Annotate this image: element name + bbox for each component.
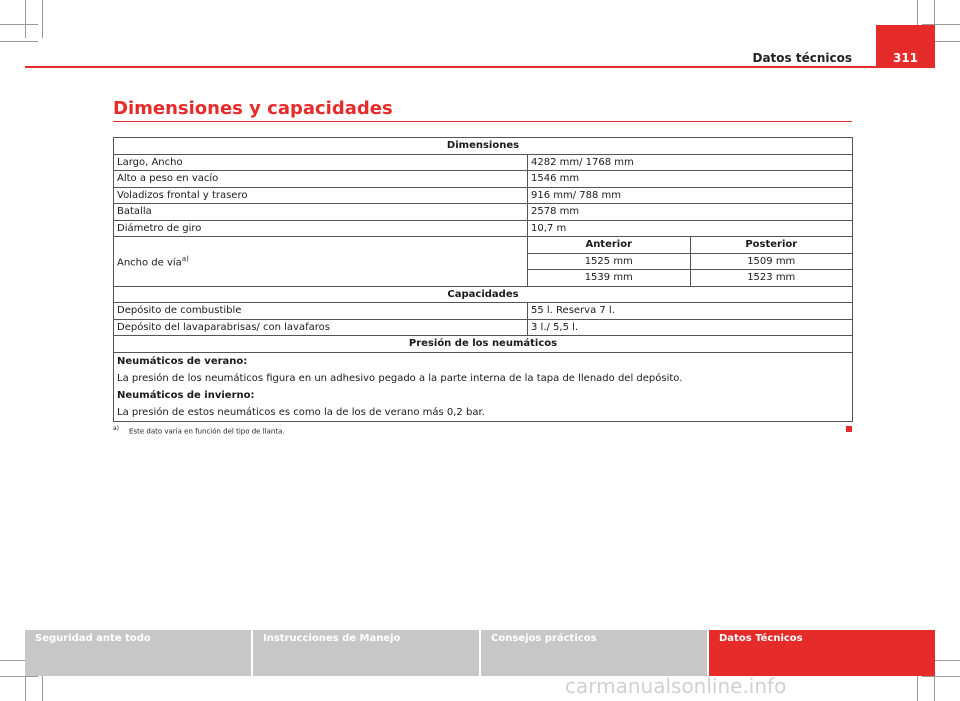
watermark: carmanualsonline.info	[565, 674, 787, 698]
row-label: Alto a peso en vacío	[114, 171, 528, 188]
summer-text: La presión de los neumáticos figura en un adhesivo pegado a la parte interna de la tapa de llenado del depósito.	[117, 372, 683, 384]
row-label: Depósito del lavaparabrisas/ con lavafaros	[114, 319, 528, 336]
nav-tab-instrucciones[interactable]: Instrucciones de Manejo	[253, 630, 479, 676]
table-row	[114, 319, 853, 336]
crop-mark	[0, 24, 38, 25]
page-title: Dimensiones y capacidades	[113, 98, 393, 119]
track-label: Ancho de vía	[117, 256, 182, 268]
track-rear-value: 1523 mm	[690, 270, 852, 286]
track-row	[114, 237, 853, 287]
end-of-section-mark	[846, 426, 852, 432]
nav-tab-consejos[interactable]: Consejos prácticos	[481, 630, 707, 676]
spec-table	[113, 137, 853, 422]
row-value: 1546 mm	[528, 171, 853, 188]
table-row	[114, 171, 853, 188]
col-rear-header: Posterior	[690, 237, 852, 253]
row-value: 916 mm/ 788 mm	[528, 187, 853, 204]
track-front-value: 1525 mm	[528, 253, 690, 270]
row-value: 55 l. Reserva 7 l.	[528, 303, 853, 320]
footnote-ref: a)	[181, 254, 189, 263]
row-label: Batalla	[114, 204, 528, 221]
row-value: 4282 mm/ 1768 mm	[528, 154, 853, 171]
footnote-text: Este dato varía en función del tipo de llanta.	[129, 427, 285, 436]
track-front-value: 1539 mm	[584, 272, 633, 284]
dimensions-heading: Dimensiones	[114, 138, 853, 155]
crop-mark	[42, 0, 43, 38]
footnote-marker: a)	[113, 425, 120, 432]
track-subtable-cell	[528, 237, 853, 287]
page-number: 311	[876, 25, 935, 68]
pressure-heading: Presión de los neumáticos	[114, 336, 853, 353]
crop-mark	[0, 676, 38, 677]
title-rule	[113, 121, 852, 122]
chapter-nav	[25, 630, 935, 676]
track-subtable	[528, 237, 852, 286]
table-row	[114, 154, 853, 171]
footnote	[113, 425, 285, 435]
winter-text: La presión de estos neumáticos es como la de los de verano más 0,2 bar.	[117, 406, 485, 418]
track-rear-value: 1509 mm	[690, 253, 852, 270]
pressure-info	[114, 352, 853, 421]
table-row	[114, 303, 853, 320]
crop-mark	[922, 676, 960, 677]
nav-tab-datos-tecnicos[interactable]: Datos Técnicos	[709, 630, 935, 676]
row-label: Diámetro de giro	[114, 220, 528, 237]
crop-mark	[0, 41, 38, 42]
section-title: Datos técnicos	[752, 51, 852, 65]
crop-mark	[25, 0, 26, 38]
row-value: 10,7 m	[528, 220, 853, 237]
table-row	[528, 270, 852, 286]
table-row	[114, 220, 853, 237]
row-label: Largo, Ancho	[114, 154, 528, 171]
row-label: Voladizos frontal y trasero	[114, 187, 528, 204]
row-label: Depósito de combustible	[114, 303, 528, 320]
track-label-cell	[114, 237, 528, 287]
summer-heading: Neumáticos de verano:	[117, 355, 248, 367]
col-front-header: Anterior	[528, 237, 690, 253]
header-rule	[25, 66, 935, 68]
table-row	[114, 204, 853, 221]
row-value: 2578 mm	[528, 204, 853, 221]
winter-heading: Neumáticos de invierno:	[117, 389, 255, 401]
nav-tab-seguridad[interactable]: Seguridad ante todo	[25, 630, 251, 676]
table-row	[114, 187, 853, 204]
row-value: 3 l./ 5,5 l.	[528, 319, 853, 336]
table-row	[528, 253, 852, 270]
capacities-heading: Capacidades	[114, 286, 853, 303]
